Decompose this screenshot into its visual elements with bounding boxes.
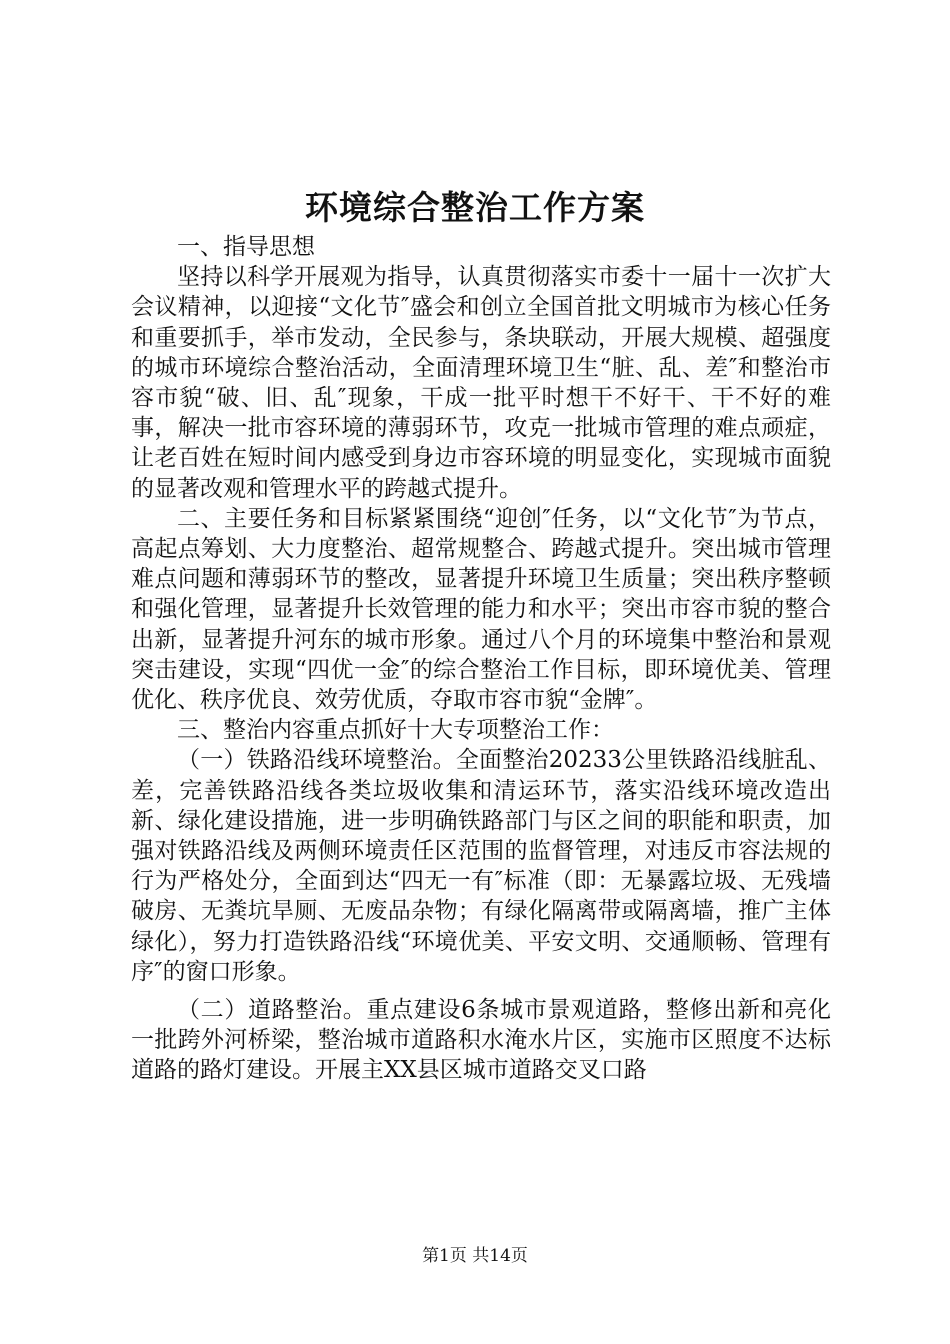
paragraph-road-remediation: （二）道路整治。重点建设6条城市景观道路，整修出新和亮化一批跨外河桥梁，整治城市道路积水淹水片区，实施市区照度不达标道路的路灯建设。开展主XX县区城市道路交叉口路 xyxy=(131,997,831,1084)
section-heading-guiding-ideology: 一、指导思想 xyxy=(177,234,315,260)
section-heading-content: 三、整治内容重点抓好十大专项整治工作： xyxy=(177,717,614,744)
document-title: 环境综合整治工作方案 xyxy=(305,188,645,227)
paragraph-railway-remediation: （一）铁路沿线环境整治。全面整治20233公里铁路沿线脏乱、差，完善铁路沿线各类垃圾收集和清运环节，落实沿线环境改造出新、绿化建设措施，进一步明确铁路部门与区之间的职能和职责，加强对铁路沿线及两侧环境责任区范围的监督管理，对违反市容法规的行为严格处分，全面到达“四无一有″标准（即：无暴露垃圾、无残墙破房、无粪坑旱厕、无废品杂物；有绿化隔离带或隔离墙，推广主体绿化），努力打造铁路沿线“环境优美、平安文明、交通顺畅、管理有序″的窗口形象。 xyxy=(131,747,831,985)
page-footer: 第1页 共14页 xyxy=(422,1246,528,1266)
document-body xyxy=(131,232,831,1086)
paragraph-guiding-ideology: 坚持以科学开展观为指导，认真贯彻落实市委十一届十一次扩大会议精神，以迎接“文化节″盛会和创立全国首批文明城市为核心任务和重要抓手，举市发动，全民参与，条块联动，开展大规模、超强度的城市环境综合整治活动，全面清理环境卫生“脏、乱、差″和整治市容市貌“破、旧、乱″现象，干成一批平时想干不好干、干不好的难事，解决一批市容环境的薄弱环节，攻克一批城市管理的难点顽症，让老百姓在短时间内感受到身边市容环境的明显变化，实现城市面貌的显著改观和管理水平的跨越式提升。 xyxy=(131,264,831,502)
paragraph-main-tasks: 二、主要任务和目标紧紧围绕“迎创″任务，以“文化节″为节点，高起点筹划、大力度整治、超常规整合、跨越式提升。突出城市管理难点问题和薄弱环节的整改，显著提升环境卫生质量；突出秩序整顿和强化管理，显著提升长效管理的能力和水平；突出市容市貌的整合出新，显著提升河东的城市形象。通过八个月的环境集中整治和景观突击建设，实现“四优一金″的综合整治工作目标，即环境优美、管理优化、秩序优良、效劳优质，夺取市容市貌“金牌″。 xyxy=(131,505,831,714)
